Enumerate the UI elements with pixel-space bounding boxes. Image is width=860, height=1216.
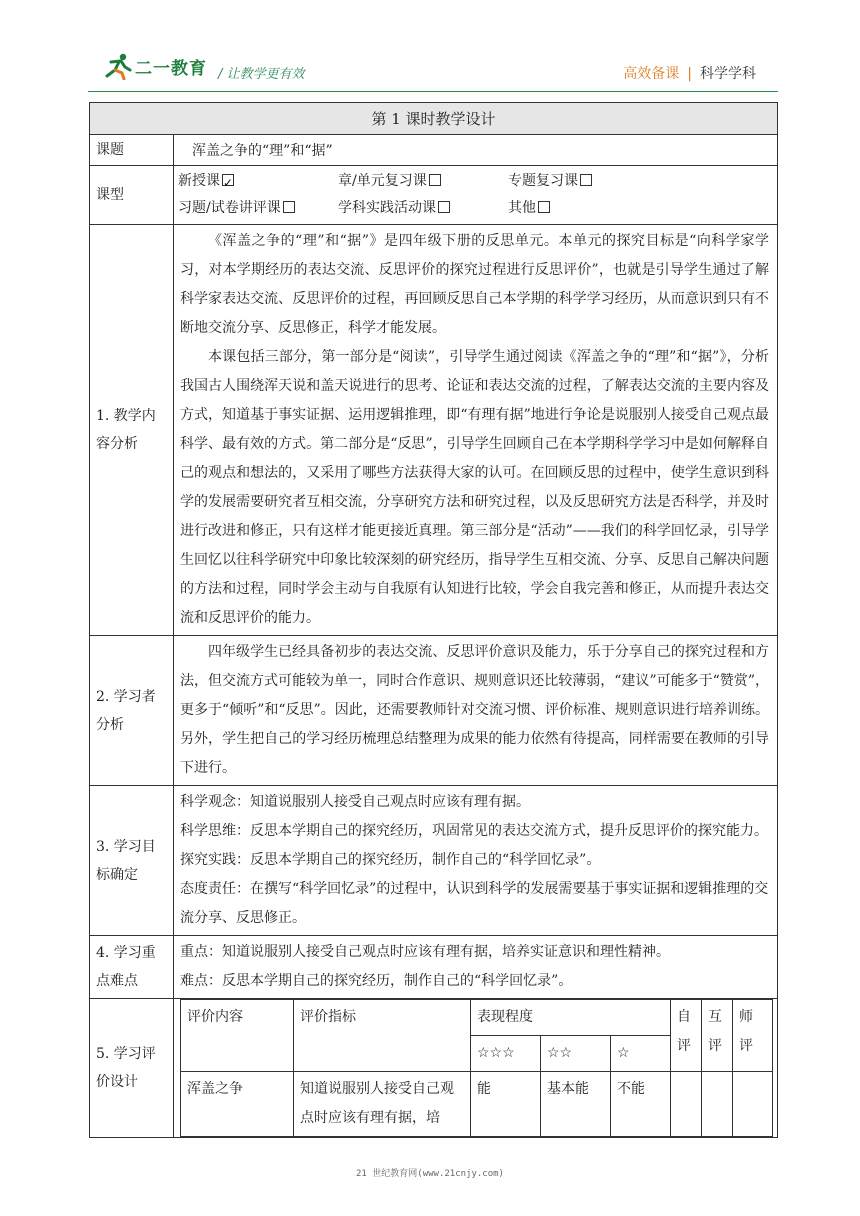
eval-row-self [671, 1072, 702, 1137]
key-point: 重点：知道说服别人接受自己观点时应该有理有据，培养实证意识和理性精神。 [180, 944, 670, 960]
type-option-practice[interactable] [338, 195, 508, 222]
eval-row-peer [702, 1072, 733, 1137]
section-4-content [174, 936, 778, 999]
eval-stars-2: ☆☆ [541, 1036, 611, 1072]
objective-concept: 科学观念：知道说服别人接受自己观点时应该有理有据。 [180, 794, 530, 810]
type-option-exercise[interactable] [178, 195, 338, 222]
section-3-label: 3. 学习目标确定 [90, 786, 174, 936]
section-2-content [174, 636, 778, 786]
section-1-content [174, 225, 778, 636]
checkbox-icon[interactable] [538, 201, 550, 213]
section-5-label: 5. 学习评价设计 [90, 999, 174, 1138]
section-2-paragraph: 四年级学生已经具备初步的表达交流、反思评价意识及能力，乐于分享自己的探究过程和方法，但交流方式可能较为单一，同时合作意识、规则意识还比较薄弱，“建议”可能多于“赞赏”，更多于“倾听”和“反思”。因此，还需要教师针对交流习惯、评价标准、规则意识进行培养训练。另外，学生把自己的学习经历梳理总结整理为成果的能力依然有待提高，同样需要在教师的引导下进行。 [180, 644, 769, 776]
eval-row-content: 浑盖之争 [181, 1072, 294, 1137]
type-option-label: 其他 [508, 200, 536, 216]
eval-header-level: 表现程度 [471, 1000, 671, 1036]
type-option-topic-review[interactable] [508, 168, 678, 195]
objective-thinking: 科学思维：反思本学期自己的探究经历，巩固常见的表达交流方式，提升反思评价的探究能力。 [180, 823, 768, 839]
checked-checkbox-icon[interactable] [222, 174, 234, 186]
eval-header-self: 自评 [671, 1000, 702, 1072]
objective-practice: 探究实践：反思本学期自己的探究经历，制作自己的“科学回忆录”。 [180, 852, 601, 868]
topic-value: 浑盖之争的“理”和“据” [174, 135, 778, 166]
section-4-label: 4. 学习重点难点 [90, 936, 174, 999]
type-option-label: 习题/试卷讲评课 [178, 200, 281, 216]
type-option-label: 专题复习课 [508, 173, 578, 189]
eval-stars-1: ☆ [611, 1036, 671, 1072]
section-1-paragraph-1: 《浑盖之争的“理”和“据”》是四年级下册的反思单元。本单元的探究目标是“向科学家学习，对本学期经历的表达交流、反思评价的探究过程进行反思评价”，也就是引导学生通过了解科学家表达交流、反思评价的过程，再回顾反思自己本学期的科学学习经历，从而意识到只有不断地交流分享、反思修正，科学才能发展。 [180, 233, 769, 336]
eval-header-content: 评价内容 [181, 1000, 294, 1072]
logo-text: 二一教育 [135, 58, 207, 79]
evaluation-table [180, 999, 773, 1137]
type-option-label: 章/单元复习课 [338, 173, 427, 189]
page-footer: 21 世纪教育网(www.21cnjy.com) [356, 1169, 504, 1179]
eval-row-index: 知道说服别人接受自己观点时应该有理有据，培 [294, 1072, 471, 1137]
type-option-new[interactable] [178, 168, 338, 195]
section-5-content [174, 999, 778, 1138]
objective-attitude: 态度责任：在撰写“科学回忆录”的过程中，认识到科学的发展需要基于事实证据和逻辑推理的交流分享、反思修正。 [180, 881, 769, 926]
checkbox-icon[interactable] [429, 174, 441, 186]
header-separator: | [687, 66, 692, 82]
type-label: 课型 [90, 166, 174, 225]
slogan: / 让教学更有效 [218, 67, 305, 82]
eval-header-index: 评价指标 [294, 1000, 471, 1072]
section-1-paragraph-2: 本课包括三部分，第一部分是“阅读”，引导学生通过阅读《浑盖之争的“理”和“据”》，分析我国古人围绕浑天说和盖天说进行的思考、论证和表达交流的过程，了解表达交流的主要内容及方式，知道基于事实证据、运用逻辑推理，即“有理有据”地进行争论是说服别人接受自己观点最科学、最有效的方式。第二部分是“反思”，引导学生回顾自己在本学期科学学习中是如何解释自己的观点和想法的，又采用了哪些方法获得大家的认可。在回顾反思的过程中，使学生意识到科学的发展需要研究者互相交流，分享研究方法和研究过程，以及反思研究方法是否科学，并及时进行改进和修正，只有这样才能更接近真理。第三部分是“活动”——我们的科学回忆录，引导学生回忆以往科学研究中印象比较深刻的研究经历，指导学生互相交流、分享、反思自己解决问题的方法和过程，同时学会主动与自我原有认知进行比较，学会自我完善和修正，从而提升表达交流和反思评价的能力。 [180, 349, 769, 626]
runner-logo-icon [103, 52, 133, 80]
eval-row-level-2: 基本能 [541, 1072, 611, 1137]
eval-header-teacher: 师评 [733, 1000, 773, 1072]
section-3-content [174, 786, 778, 936]
checkbox-icon[interactable] [580, 174, 592, 186]
checkbox-icon[interactable] [283, 201, 295, 213]
type-option-other[interactable] [508, 195, 678, 222]
page-header [0, 0, 860, 100]
type-option-unit-review[interactable] [338, 168, 508, 195]
eval-row-teacher [733, 1072, 773, 1137]
type-option-label: 学科实践活动课 [338, 200, 436, 216]
difficult-point: 难点：反思本学期自己的探究经历，制作自己的“科学回忆录”。 [180, 973, 573, 989]
header-tag-prep: 高效备课 [623, 66, 680, 82]
eval-stars-3: ☆☆☆ [471, 1036, 541, 1072]
table-title: 第 1 课时教学设计 [90, 103, 778, 135]
section-1-label: 1. 教学内容分析 [90, 225, 174, 636]
eval-row-level-1: 不能 [611, 1072, 671, 1137]
logo [103, 52, 207, 80]
lesson-design-table [89, 102, 778, 1138]
type-option-label: 新授课 [178, 173, 220, 189]
header-divider [88, 91, 778, 92]
topic-label: 课题 [90, 135, 174, 166]
header-subject [623, 63, 756, 83]
eval-header-peer: 互评 [702, 1000, 733, 1072]
header-tag-subject: 科学学科 [700, 66, 756, 82]
type-options [174, 166, 778, 225]
checkbox-icon[interactable] [438, 201, 450, 213]
section-2-label: 2. 学习者分析 [90, 636, 174, 786]
eval-row-level-3: 能 [471, 1072, 541, 1137]
